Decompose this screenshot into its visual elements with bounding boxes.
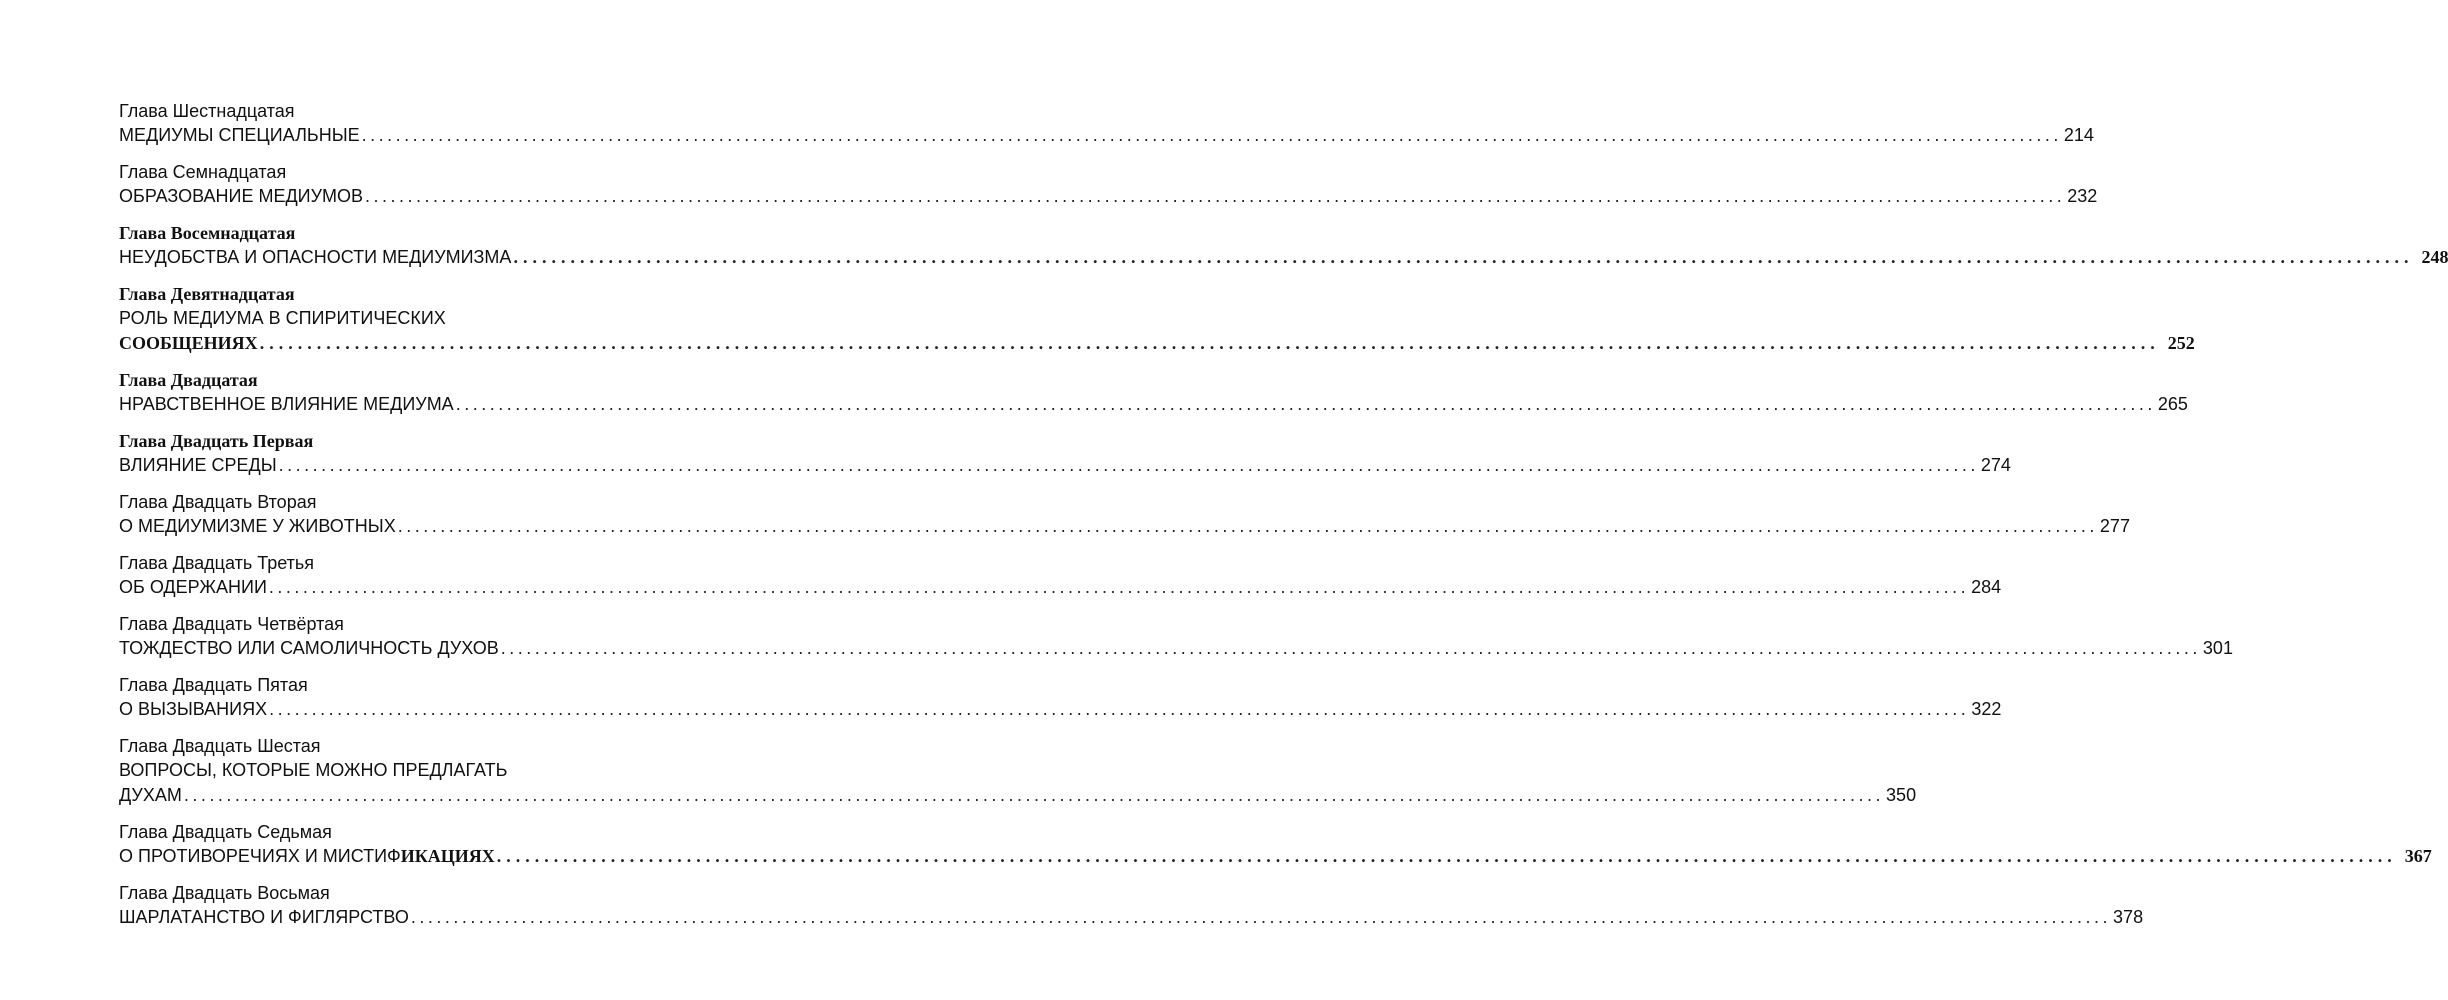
chapter-heading: Глава Двадцать Шестая xyxy=(119,736,321,756)
dot-leader: ........................................................................................................................................................................................................ xyxy=(410,907,2112,927)
page-number: 284 xyxy=(1971,577,2002,597)
chapter-heading: Глава Восемнадцатая xyxy=(119,223,296,243)
toc-row xyxy=(119,783,1917,808)
dot-leader: ........................................................................................................................................................................................................ xyxy=(500,638,2201,658)
chapter-heading: Глава Семнадцатая xyxy=(119,162,287,182)
page-number: 214 xyxy=(2063,125,2094,145)
chapter-title: ТОЖДЕСТВО ИЛИ САМОЛИЧНОСТЬ ДУХОВ xyxy=(119,638,499,658)
toc-entry xyxy=(119,734,1917,808)
table-of-contents xyxy=(119,99,2448,942)
chapter-heading: Глава Двадцать Первая xyxy=(119,431,314,451)
toc-entry xyxy=(119,881,2144,930)
toc-row xyxy=(119,905,2144,930)
chapter-heading: Глава Двадцать Пятая xyxy=(119,675,308,695)
chapter-heading: Глава Девятнадцатая xyxy=(119,284,295,304)
page-number: 252 xyxy=(2167,333,2195,353)
toc-row xyxy=(119,453,2011,478)
toc-row xyxy=(119,123,2094,148)
toc-entry xyxy=(119,221,2448,270)
page-number: 248 xyxy=(2421,247,2448,267)
chapter-title-continuation: СООБЩЕНИЯХ xyxy=(119,333,258,353)
page-number: 301 xyxy=(2202,638,2233,658)
chapter-title-part: О ПРОТИВОРЕЧИЯХ И МИСТИФ xyxy=(119,846,401,866)
dot-leader: ........................................................................................................................................................................................................ xyxy=(496,846,2397,866)
toc-row xyxy=(119,184,2098,209)
chapter-title: МЕДИУМЫ СПЕЦИАЛЬНЫЕ xyxy=(119,125,360,145)
chapter-heading: Глава Двадцать Восьмая xyxy=(119,883,330,903)
page-number: 232 xyxy=(2067,186,2098,206)
chapter-title-line: ВОПРОСЫ, КОТОРЫЕ МОЖНО ПРЕДЛАГАТЬ xyxy=(119,760,508,780)
dot-leader: ........................................................................................................................................................................................................ xyxy=(361,125,2062,145)
dot-leader: ........................................................................................................................................................................................................ xyxy=(259,333,2160,353)
chapter-title-line: РОЛЬ МЕДИУМА В СПИРИТИЧЕСКИХ xyxy=(119,308,446,328)
page-number: 367 xyxy=(2404,846,2432,866)
dot-leader: ........................................................................................................................................................................................................ xyxy=(455,394,2156,414)
chapter-title: НЕУДОБСТВА И ОПАСНОСТИ МЕДИУМИЗМА xyxy=(119,247,512,267)
dot-leader: ........................................................................................................................................................................................................ xyxy=(269,699,1970,719)
page-number: 378 xyxy=(2113,907,2144,927)
dot-leader: ........................................................................................................................................................................................................ xyxy=(397,516,2098,536)
toc-row xyxy=(119,636,2233,661)
toc-entry xyxy=(119,160,2098,209)
toc-row xyxy=(119,697,2002,722)
chapter-heading: Глава Шестнадцатая xyxy=(119,101,295,121)
chapter-heading: Глава Двадцать Третья xyxy=(119,553,315,573)
dot-leader: ........................................................................................................................................................................................................ xyxy=(278,455,1979,475)
toc-row xyxy=(119,245,2448,270)
toc-entry xyxy=(119,820,2432,869)
page-number: 274 xyxy=(1980,455,2011,475)
toc-row xyxy=(119,331,2195,356)
chapter-title: ОБ ОДЕРЖАНИИ xyxy=(119,577,267,597)
page-number: 265 xyxy=(2157,394,2188,414)
chapter-title-part-bold: ИКАЦИЯХ xyxy=(400,846,495,866)
toc-row xyxy=(119,575,2002,600)
dot-leader: ........................................................................................................................................................................................................ xyxy=(183,785,1885,805)
chapter-title-continuation: ДУХАМ xyxy=(119,785,182,805)
chapter-title: О ВЫЗЫВАНИЯХ xyxy=(119,699,268,719)
chapter-heading: Глава Двадцатая xyxy=(119,370,258,390)
page-number: 277 xyxy=(2099,516,2130,536)
chapter-title xyxy=(119,844,495,869)
toc-entry xyxy=(119,282,2195,356)
chapter-heading: Глава Двадцать Четвёртая xyxy=(119,614,344,634)
dot-leader: ........................................................................................................................................................................................................ xyxy=(513,247,2414,267)
dot-leader: ........................................................................................................................................................................................................ xyxy=(365,186,2066,206)
toc-entry xyxy=(119,673,2002,722)
toc-entry xyxy=(119,551,2002,600)
toc-entry xyxy=(119,612,2233,661)
toc-entry xyxy=(119,490,2130,539)
toc-row xyxy=(119,392,2188,417)
chapter-title: ВЛИЯНИЕ СРЕДЫ xyxy=(119,455,277,475)
chapter-heading: Глава Двадцать Седьмая xyxy=(119,822,332,842)
page-number: 350 xyxy=(1886,785,1917,805)
toc-entry xyxy=(119,429,2011,478)
toc-entry xyxy=(119,368,2188,417)
toc-row xyxy=(119,844,2432,869)
chapter-heading: Глава Двадцать Вторая xyxy=(119,492,317,512)
page-number: 322 xyxy=(1971,699,2002,719)
toc-entry xyxy=(119,99,2094,148)
chapter-title: НРАВСТВЕННОЕ ВЛИЯНИЕ МЕДИУМА xyxy=(119,394,454,414)
chapter-title: ШАРЛАТАНСТВО И ФИГЛЯРСТВО xyxy=(119,907,409,927)
toc-row xyxy=(119,514,2130,539)
chapter-title: ОБРАЗОВАНИЕ МЕДИУМОВ xyxy=(119,186,364,206)
chapter-title: О МЕДИУМИЗМЕ У ЖИВОТНЫХ xyxy=(119,516,396,536)
dot-leader: ........................................................................................................................................................................................................ xyxy=(268,577,1970,597)
